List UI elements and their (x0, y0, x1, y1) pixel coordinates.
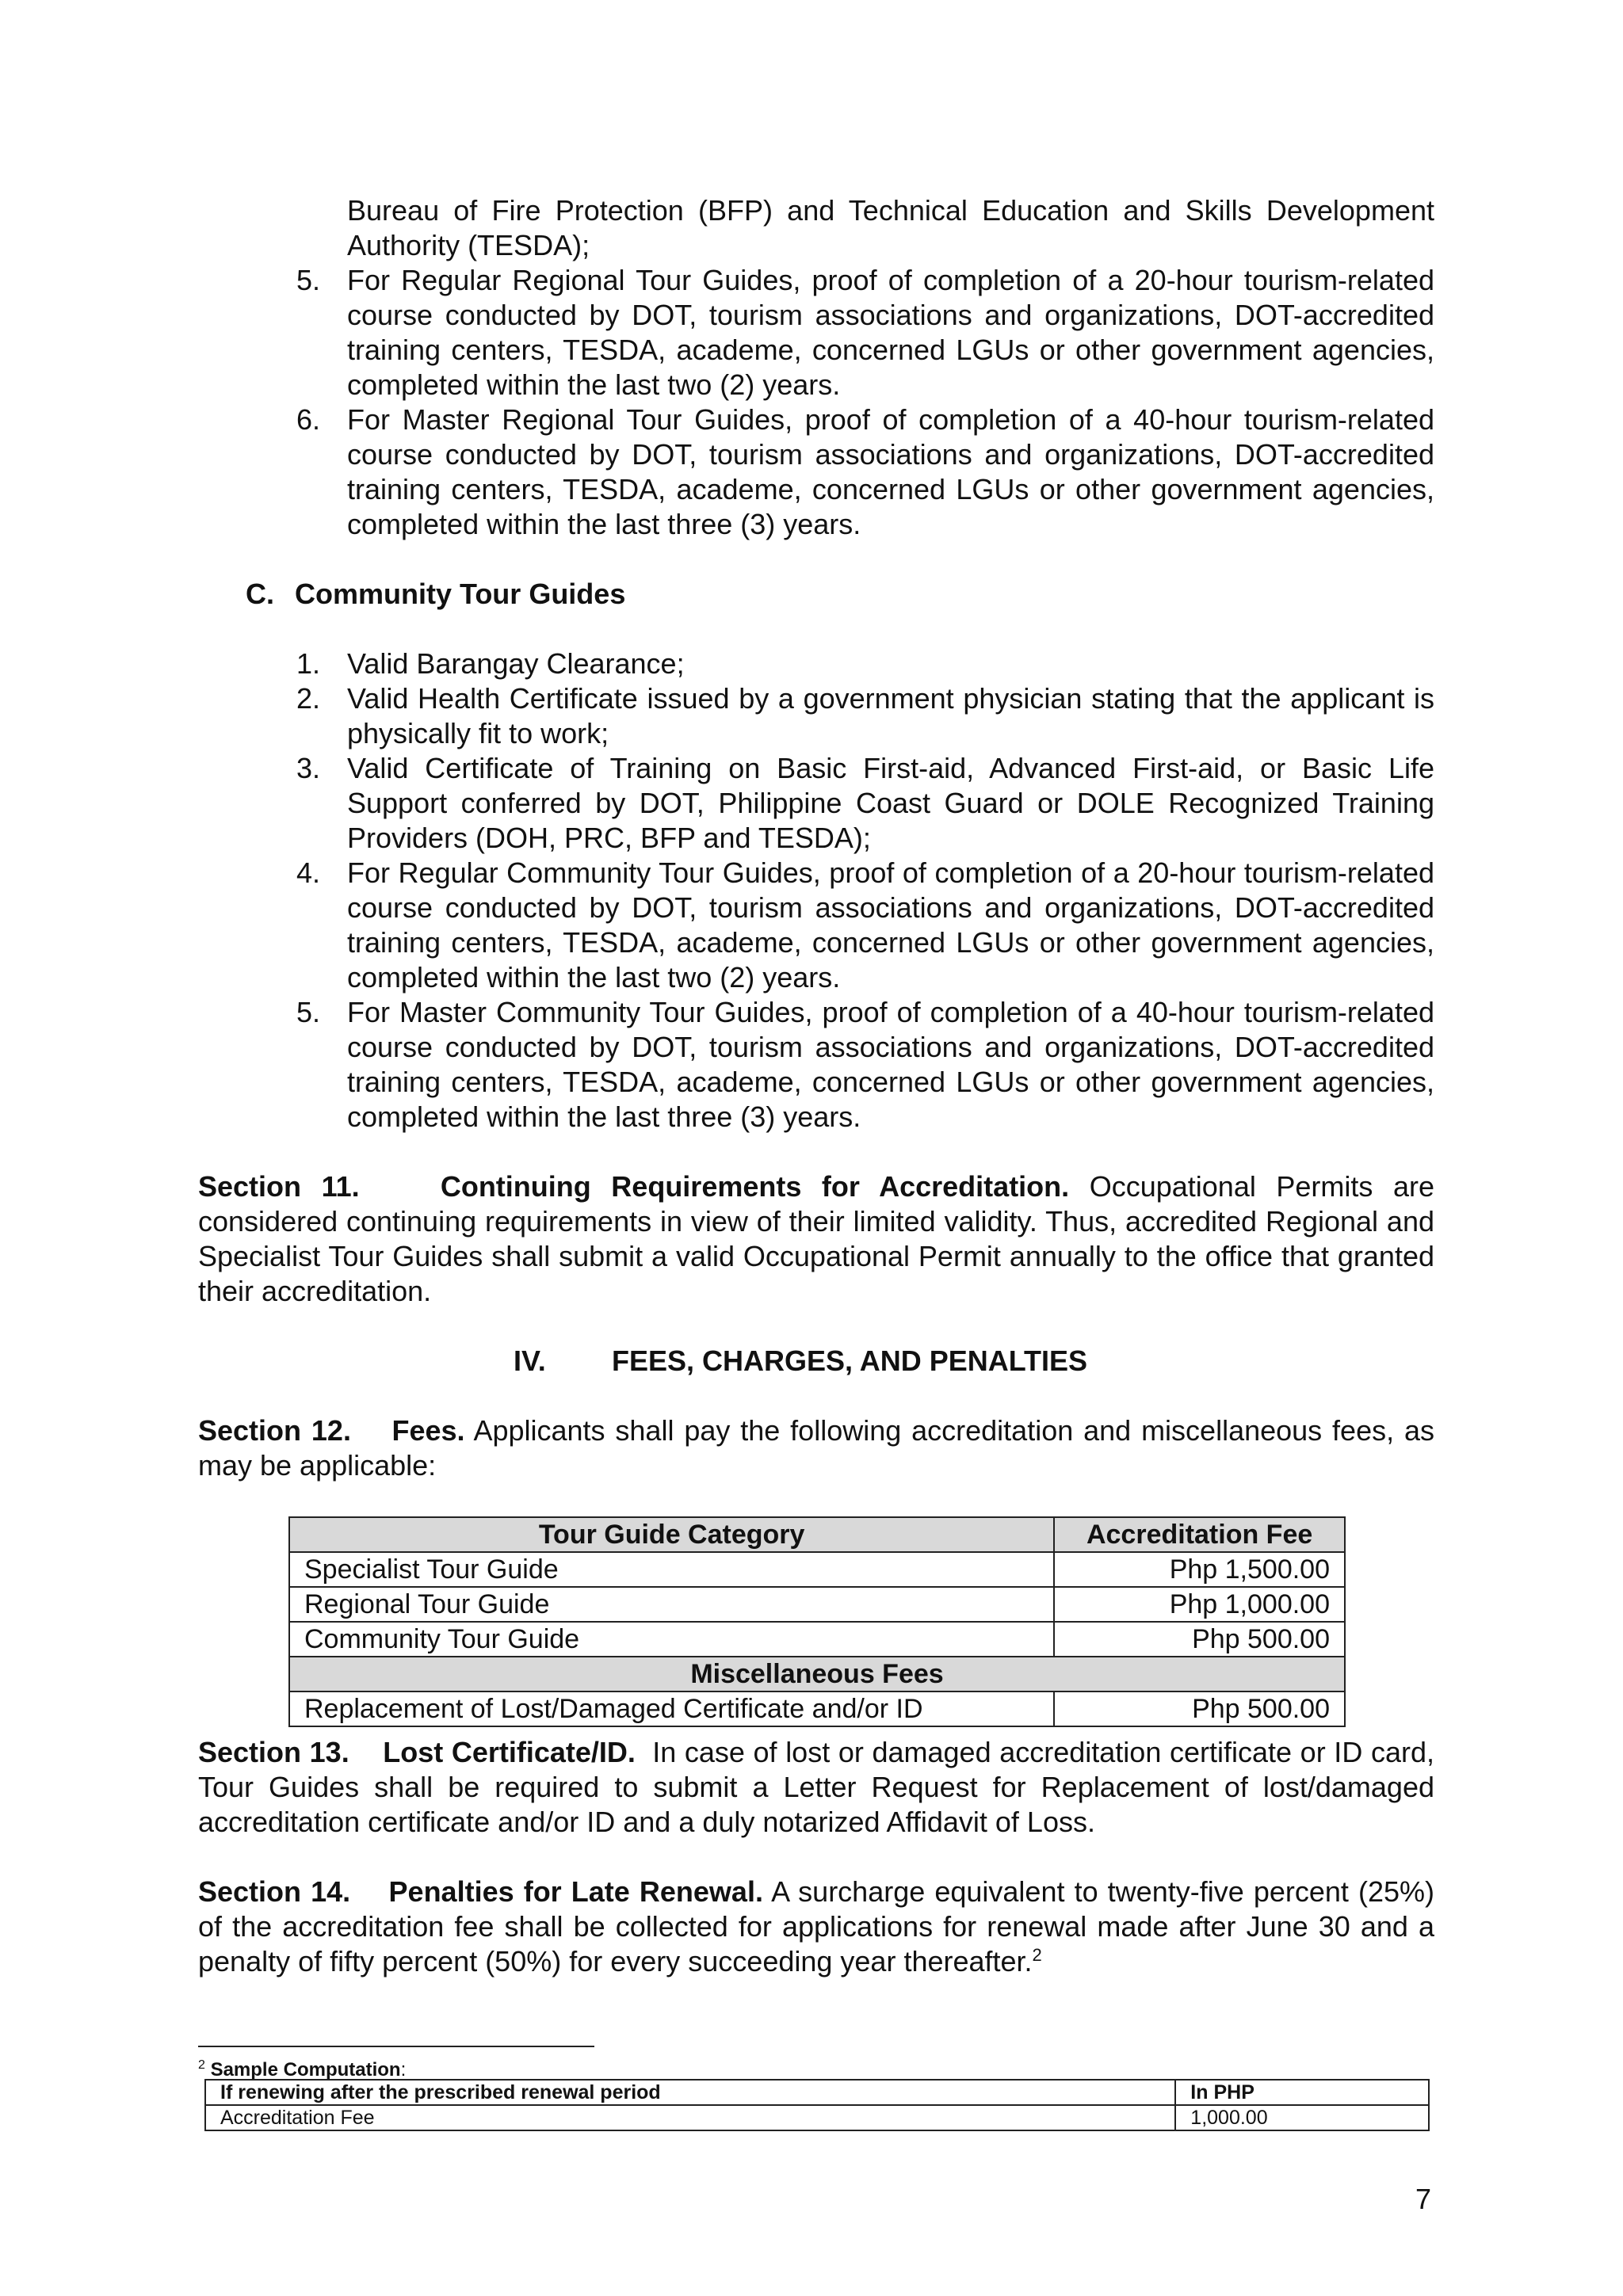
list-item-number: 5. (296, 996, 321, 1028)
chapter-heading (198, 1344, 1434, 1379)
section-c-letter: C. (246, 578, 274, 610)
section-13 (198, 1735, 1434, 1840)
list-item-text: Valid Health Certificate issued by a government physician stating that the applicant is physically fit to work; (347, 682, 1434, 749)
column-header: Accreditation Fee (1054, 1517, 1345, 1552)
list-item-text: For Master Community Tour Guides, proof of completion of a 40-hour tourism-related course conducted by DOT, tourism associations and organizations, DOT-accredited training centers, TESDA, academe, concerned LGUs or other government agencies, completed within the last three (3) years. (347, 996, 1434, 1133)
footnote-separator (198, 2046, 594, 2047)
list-item-number: 1. (296, 647, 321, 680)
chapter-title: FEES, CHARGES, AND PENALTIES (612, 1344, 1088, 1377)
table-cell: Php 1,000.00 (1054, 1587, 1345, 1622)
list-item-tail: Bureau of Fire Protection (BFP) and Technical Education and Skills Development Authority (TESDA); (347, 194, 1434, 261)
column-header: In PHP (1175, 2080, 1429, 2105)
table-cell: Replacement of Lost/Damaged Certificate and/or ID (289, 1691, 1054, 1726)
list-item-number: 6. (296, 403, 321, 436)
table-cell: 1,000.00 (1175, 2105, 1429, 2130)
section-body: In case of lost or damaged accreditation certificate or ID card, Tour Guides shall be required to submit a Letter Request for Replacement of lost/damaged accreditation certificate and/or ID and a duly notarized Affidavit of Loss. (198, 1736, 1434, 1838)
list-b-continued (198, 193, 1434, 542)
list-item-text: For Regular Community Tour Guides, proof of completion of a 20-hour tourism-related course conducted by DOT, tourism associations and organizations, DOT-accredited training centers, TESDA, academe, concerned LGUs or other government agencies, completed within the last two (2) years. (347, 856, 1434, 994)
table-row (289, 1622, 1345, 1657)
list-item-number: 2. (296, 682, 321, 715)
misc-fees-header: Miscellaneous Fees (289, 1657, 1345, 1691)
table-header-row (289, 1517, 1345, 1552)
table-cell: Accreditation Fee (205, 2105, 1175, 2130)
list-item-number: 3. (296, 752, 321, 784)
fees-table (288, 1516, 1346, 1727)
section-12 (198, 1413, 1434, 1483)
list-item-text: For Master Regional Tour Guides, proof of completion of a 40-hour tourism-related course conducted by DOT, tourism associations and organizations, DOT-accredited training centers, TESDA, academe, concerned LGUs or other government agencies, completed within the last three (3) years. (347, 403, 1434, 540)
table-row (289, 1587, 1345, 1622)
section-title: Continuing Requirements for Accreditation. (440, 1170, 1070, 1203)
section-number: Section 11. (198, 1170, 360, 1203)
table-row (289, 1691, 1345, 1726)
column-header: Tour Guide Category (289, 1517, 1054, 1552)
list-item-number: 5. (296, 264, 321, 296)
table-row (205, 2105, 1429, 2130)
list-item-text: Valid Certificate of Training on Basic First-aid, Advanced First-aid, or Basic Life Support conferred by DOT, Philippine Coast Guard or DOLE Recognized Training Providers (DOH, PRC, BFP and TESDA); (347, 752, 1434, 854)
footnote-table (204, 2079, 1430, 2131)
footnote-title: Sample Computation (210, 2059, 401, 2081)
list-item-text: For Regular Regional Tour Guides, proof of completion of a 20-hour tourism-related course conducted by DOT, tourism associations and organizations, DOT-accredited training centers, TESDA, academe, concerned LGUs or other government agencies, completed within the last two (2) years. (347, 264, 1434, 401)
section-c-title: Community Tour Guides (295, 578, 626, 610)
footnote-reference[interactable]: 2 (1032, 1945, 1042, 1965)
section-title: Fees. (391, 1414, 465, 1447)
footnote-marker: 2 (198, 2058, 205, 2072)
column-header: If renewing after the prescribed renewal period (205, 2080, 1175, 2105)
section-title: Penalties for Late Renewal. (388, 1875, 763, 1908)
list-item (198, 646, 1434, 681)
table-cell: Php 1,500.00 (1054, 1552, 1345, 1587)
section-body: Applicants shall pay the following accreditation and miscellaneous fees, as may be applicable: (198, 1414, 1435, 1482)
list-item (198, 751, 1434, 856)
section-number: Section 13. (198, 1736, 349, 1768)
page-number: 7 (1415, 2183, 1432, 2215)
footnote-label (198, 2054, 406, 2082)
list-item (198, 263, 1434, 402)
list-item (198, 995, 1434, 1135)
table-cell: Php 500.00 (1054, 1622, 1345, 1657)
section-number: Section 12. (198, 1414, 351, 1447)
section-c-heading (198, 577, 1434, 612)
list-item (198, 681, 1434, 751)
table-cell: Php 500.00 (1054, 1691, 1345, 1726)
table-subheader-row (289, 1657, 1345, 1691)
section-body: A surcharge equivalent to twenty-five percent (25%) of the accreditation fee shall be collected for applications for renewal made after June 30 and a penalty of fifty percent (50%) for every succeeding year thereafter. (198, 1875, 1435, 1978)
list-item-text: Valid Barangay Clearance; (347, 647, 685, 680)
list-item (198, 402, 1434, 542)
footnote-colon: : (400, 2059, 407, 2081)
table-cell: Specialist Tour Guide (289, 1552, 1054, 1587)
table-row (289, 1552, 1345, 1587)
list-item-number: 4. (296, 856, 321, 889)
table-header-row (205, 2080, 1429, 2105)
table-cell: Community Tour Guide (289, 1622, 1054, 1657)
chapter-numeral: IV. (514, 1344, 546, 1377)
section-body: Occupational Permits are considered continuing requirements in view of their limited validity. Thus, accredited Regional and Specialist Tour Guides shall submit a valid Occupational Permit annually to the office that granted their accreditation. (198, 1170, 1434, 1307)
table-cell: Regional Tour Guide (289, 1587, 1054, 1622)
section-number: Section 14. (198, 1875, 351, 1908)
list-c (198, 646, 1434, 1135)
section-title: Lost Certificate/ID. (383, 1736, 636, 1768)
list-item (198, 856, 1434, 995)
section-11 (198, 1169, 1434, 1309)
section-14 (198, 1875, 1434, 1979)
